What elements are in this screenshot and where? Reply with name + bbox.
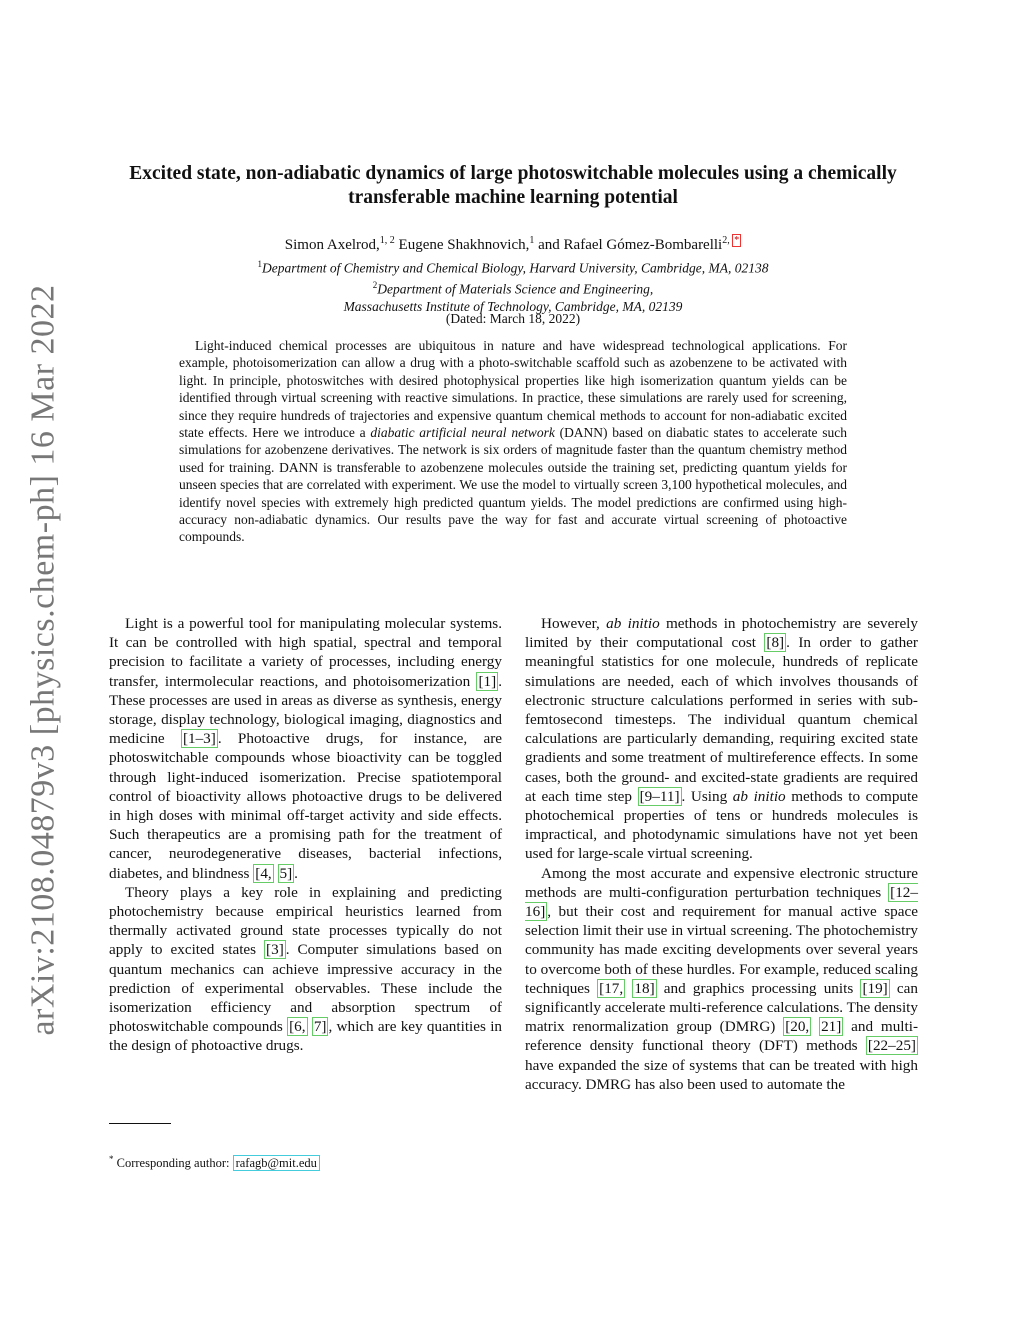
- affiliation-2: [100, 277, 926, 298]
- citation-link[interactable]: [9–11]: [639, 787, 680, 805]
- footnote-mark: *: [109, 1154, 114, 1164]
- citation-link[interactable]: 18]: [634, 979, 655, 997]
- text: Among the most accurate and expensive electronic structure methods are multi-configuration perturbation techniques: [525, 864, 918, 901]
- affiliation-2-institute: Massachusetts Institute of Technology, Cambridge, MA, 02139: [343, 299, 683, 314]
- citation-link[interactable]: [22–25]: [867, 1037, 916, 1055]
- abstract-text-1: Light-induced chemical processes are ubiquitous in nature and have widespread technological applications. For example, photoisomerization can allow a drug with a photo-switchable scaffold such as azobenzene to be activated with light. In principle, photoswitches with desired photophysical properties like high isomerization quantum yields can be identified through virtual screening with reactive simulations. In practice, these simulations are rarely used for screening, since they require hundreds of trajectories and expensive quantum chemical methods to account for non-adiabatic excited state effects. Here we introduce a: [179, 338, 847, 441]
- citation-link[interactable]: [3]: [266, 941, 284, 959]
- right-paragraph-1: [525, 614, 918, 864]
- text: . Computer simulations based on quantum mechanics can achieve impressive accuracy in the prediction of experimental observables. These include the isomerization efficiency and absorption spectrum of photoswitchable compounds: [109, 941, 502, 1036]
- affiliation-2-text: Department of Materials Science and Engineering,: [377, 281, 654, 297]
- citation-link[interactable]: 7]: [313, 1018, 327, 1036]
- author-conjunction: and: [538, 237, 560, 253]
- citation-link[interactable]: [1]: [478, 672, 497, 690]
- text: and graphics processing units: [656, 979, 861, 997]
- right-paragraph-2: [525, 864, 918, 1094]
- text: can significantly accelerate multi-reference calculations. The density matrix renormalization group (DMRG): [525, 979, 919, 1036]
- left-column: [109, 614, 502, 1056]
- text: Light is a powerful tool for manipulating molecular systems. It can be controlled with high spatial, spectral and temporal precision to facilitate a variety of processes, including energy transfer, intermolecular reactions, and photoisomerization: [109, 615, 502, 690]
- emphasis: ab initio: [606, 615, 660, 632]
- footnote-label: Corresponding author:: [116, 1156, 230, 1171]
- citation-link[interactable]: [4,: [255, 864, 272, 882]
- affiliation-1: [100, 256, 926, 277]
- author-2: Eugene Shakhnovich,: [398, 237, 530, 253]
- affiliation-2-num: 2: [372, 280, 378, 290]
- affiliation-1-num: 1: [257, 259, 263, 269]
- citation-link[interactable]: [8]: [766, 634, 785, 652]
- author-list: [100, 231, 926, 255]
- text: . These processes are used in areas as diverse as synthesis, energy storage, display technology, biological imaging, diagnostics and medicine: [109, 672, 502, 748]
- text: , which are key quantities in the design of photoactive drugs.: [109, 1018, 503, 1055]
- text: , but their cost and requirement for manual active space selection limit their use in virtual screening. The photochemistry community has made exciting developments over several years to overcome both of these hurdles. For example, reduced scaling techniques: [525, 903, 918, 997]
- footnote: [109, 1151, 502, 1171]
- citation-link[interactable]: [6,: [289, 1018, 306, 1036]
- left-paragraph-2: [109, 883, 502, 1056]
- author-1: Simon Axelrod,: [284, 237, 380, 253]
- text: . Photoactive drugs, for instance, are photoswitchable compounds whose bioactivity can be toggled through light-induced isomerization. Precise spatiotemporal control of bioactivity allows photoactive drugs to be delivered in high doses with minimal off-target activity and side effects. Such therapeutics are a promising path for the treatment of cancer, neurodegenerative diseases, bacterial infections, diabetes, and blindness: [109, 730, 502, 882]
- citation-link[interactable]: [20,: [785, 1018, 810, 1036]
- affiliation-1-text: Department of Chemistry and Chemical Biology, Harvard University, Cambridge, MA, 02138: [262, 260, 769, 276]
- citation-link[interactable]: [1–3]: [182, 730, 216, 748]
- text: Theory plays a key role in explaining and predicting photochemistry because empirical heuristics learned from thermally activated ground state processes typically do not apply to excited states: [109, 883, 502, 959]
- citation-link[interactable]: [12–16]: [525, 883, 918, 921]
- dated-line: (Dated: March 18, 2022): [445, 311, 581, 326]
- text: . Using: [681, 787, 733, 805]
- author-1-affil: 1, 2: [379, 235, 395, 246]
- left-paragraph-1: [109, 614, 502, 883]
- abstract-emphasis: diabatic artificial neural network: [370, 425, 555, 441]
- citation-link[interactable]: 5]: [279, 864, 293, 882]
- text: methods in photochemistry are severely limited by their computational cost: [525, 615, 918, 652]
- footnote-divider: [109, 1123, 171, 1124]
- author-3-affil-num: 2,: [722, 235, 733, 246]
- citation-link[interactable]: [19]: [862, 979, 888, 997]
- emphasis: ab initio: [732, 787, 786, 805]
- text: .: [294, 864, 298, 882]
- affiliations: [100, 256, 926, 316]
- text: . In order to gather meaningful statistics for one molecule, hundreds of replicate simulations are needed, each of which involves thousands of electronic structure calculations performed in series with sub-femtosecond timesteps. The individual quantum chemical calculations are particularly demanding, requiring excited state gradients and some treatment of multireference effects. In some cases, both the ground- and excited-state gradients are required at each time step: [525, 634, 918, 805]
- author-3-affil: [722, 234, 741, 247]
- author-3: Rafael Gómez-Bombarelli: [563, 237, 723, 253]
- email-link[interactable]: rafagb@mit.edu: [233, 1155, 320, 1171]
- abstract-paragraph: [179, 337, 847, 546]
- arxiv-side-stamp: [25, 284, 63, 1036]
- abstract: [179, 337, 847, 546]
- paper-title: Excited state, non-adiabatic dynamics of large photoswitchable molecules using a chemically transferable machine learning potential: [129, 163, 897, 208]
- citation-link[interactable]: 21]: [821, 1018, 842, 1036]
- text: have expanded the size of systems that can be treated with high accuracy. DMRG has also been used to automate the: [525, 1056, 918, 1093]
- text: methods to compute photochemical properties of tens or hundreds molecules is impractical, and photodynamic simulations have not yet been used for large-scale virtual screening.: [525, 787, 918, 863]
- right-column: [525, 614, 918, 1094]
- text: However,: [541, 615, 607, 632]
- abstract-text-2: (DANN) based on diabatic states to accelerate such simulations for azobenzene derivatives. The network is six orders of magnitude faster than the quantum chemistry method used for training. DANN is transferable to azobenzene molecules outside the training set, predicting quantum yields for unseen species that are correlated with experiment. We use the model to virtually screen 3,100 hypothetical molecules, and identify novel species with extremely high predicted quantum yields. The model predictions are confirmed using high-accuracy non-adiabatic dynamics. Our results pave the way for fast and accurate virtual screening of photoactive compounds.: [179, 425, 847, 545]
- arxiv-identifier: arXiv:2108.04879v3 [physics.chem-ph] 16 Mar 2022: [25, 284, 63, 1036]
- author-2-affil: 1: [529, 235, 535, 246]
- corresponding-author-link[interactable]: *: [734, 235, 740, 246]
- citation-link[interactable]: [17,: [599, 979, 624, 997]
- text: and multi-reference density functional theory (DFT) methods: [525, 1018, 918, 1055]
